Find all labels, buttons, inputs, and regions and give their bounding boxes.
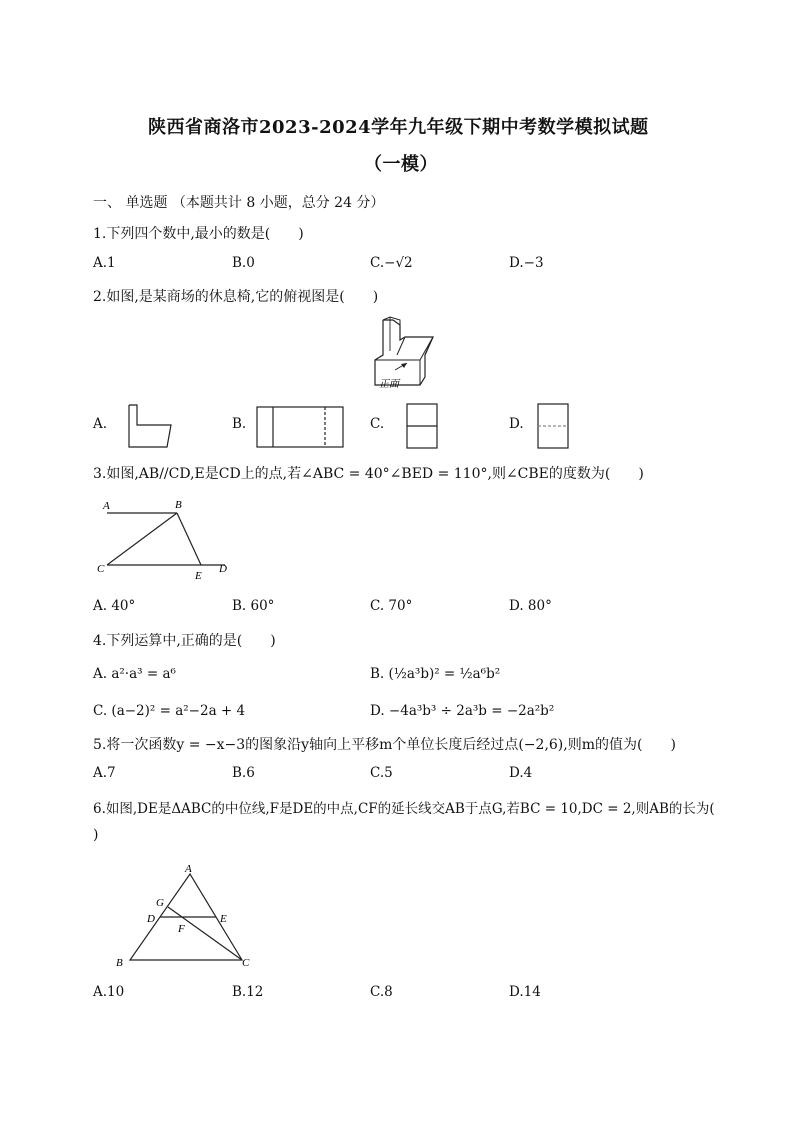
q3-label-d: D: [219, 563, 227, 575]
q6-label-g: G: [156, 897, 164, 909]
q2-option-d-label: D.: [509, 416, 524, 432]
q6-option-b: B.12: [232, 984, 264, 1000]
q2-front-label: 正面: [379, 379, 399, 390]
q3-option-a: A. 40°: [93, 598, 136, 614]
q3-label-b: B: [175, 499, 182, 511]
q4-option-b: B. (½a³b)² = ½a⁶b²: [370, 666, 501, 682]
q6-option-a: A.10: [93, 984, 125, 1000]
q5-stem: 5.将一次函数y = −x−3的图象沿y轴向上平移m个单位长度后经过点(−2,6),则m的值为( ): [93, 737, 676, 753]
q6-label-a: A: [185, 863, 192, 875]
q6-label-f: F: [178, 923, 185, 935]
q3-label-a: A: [103, 500, 110, 512]
page-subtitle: （一模）: [364, 154, 438, 175]
q3-option-d: D. 80°: [509, 598, 552, 614]
page-title: 陕西省商洛市2023-2024学年九年级下期中考数学模拟试题: [148, 117, 649, 138]
q3-label-e: E: [195, 570, 202, 580]
q6-option-d: D.14: [509, 984, 541, 1000]
q2-option-c-figure: [405, 402, 439, 450]
q5-option-c: C.5: [370, 765, 393, 781]
q6-label-c: C: [242, 957, 250, 969]
q5-option-a: A.7: [93, 765, 116, 781]
q3-option-b: B. 60°: [232, 598, 275, 614]
q6-label-e: E: [220, 913, 227, 925]
q6-label-b: B: [116, 957, 123, 969]
q3-option-c: C. 70°: [370, 598, 413, 614]
q6-stem: 6.如图,DE是ΔABC的中位线,F是DE的中点,CF的延长线交AB于点G,若BC = 10,DC = 2,则AB的长为(: [93, 801, 715, 817]
section-header: 一、 单选题 （本题共计 8 小题，总分 24 分）: [93, 195, 385, 211]
q3-stem: 3.如图,AB//CD,E是CD上的点,若∠ABC = 40°∠BED = 110°,则∠CBE的度数为( ): [93, 466, 644, 482]
q2-option-a-label: A.: [93, 416, 108, 432]
q2-option-c-label: C.: [370, 416, 385, 432]
q6-option-c: C.8: [370, 984, 393, 1000]
q3-label-c: C: [97, 563, 105, 575]
q2-option-d-figure: [536, 402, 570, 450]
q1-option-a: A.1: [93, 255, 116, 271]
q2-stem: 2.如图,是某商场的休息椅,它的俯视图是( ): [93, 289, 379, 305]
q4-stem: 4.下列运算中,正确的是( ): [93, 633, 276, 649]
q1-option-c: C.−√2: [370, 255, 413, 271]
q6-label-d: D: [147, 913, 155, 925]
q3-parallel-lines-figure: [95, 495, 240, 580]
q4-option-d: D. −4a³b³ ÷ 2a³b = −2a²b²: [370, 703, 555, 719]
q1-option-d: D.−3: [509, 255, 544, 271]
q4-option-c: C. (a−2)² = a²−2a + 4: [93, 703, 246, 719]
q2-option-a-figure: [125, 403, 177, 451]
q1-stem: 1.下列四个数中,最小的数是( ): [93, 226, 304, 242]
q4-option-a: A. a²·a³ = a⁶: [93, 666, 176, 682]
q5-option-d: D.4: [509, 765, 533, 781]
q6-stem-continued: ): [93, 827, 99, 843]
q1-option-b: B.0: [232, 255, 255, 271]
q6-triangle-figure: [112, 862, 262, 972]
q5-option-b: B.6: [232, 765, 255, 781]
q2-option-b-label: B.: [232, 416, 247, 432]
q2-bench-figure: [365, 315, 445, 390]
q2-option-b-figure: [255, 405, 345, 449]
